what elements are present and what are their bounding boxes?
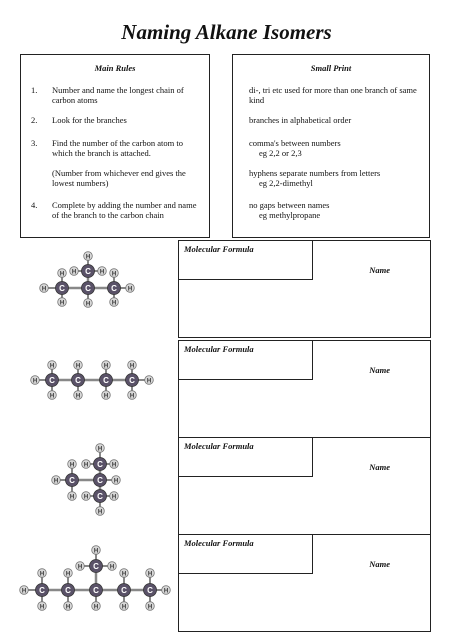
hydrogen-label: H — [32, 378, 38, 385]
answer-box — [178, 534, 431, 632]
molecular-formula-field[interactable] — [179, 438, 313, 477]
carbon-label: C — [97, 459, 103, 469]
carbon-label: C — [49, 375, 55, 385]
hydrogen-label: H — [53, 478, 59, 485]
name-label: Name — [369, 462, 390, 472]
hydrogen-label: H — [93, 548, 99, 555]
hydrogen-label: H — [65, 571, 71, 578]
hydrogen-label: H — [111, 494, 117, 501]
name-label: Name — [369, 365, 390, 375]
hydrogen-label: H — [97, 509, 103, 516]
molecular-formula-field[interactable] — [179, 535, 313, 574]
rule-number: 4. — [31, 200, 38, 210]
carbon-label: C — [69, 475, 75, 485]
carbon-label: C — [97, 491, 103, 501]
molecule-diagram-2 — [26, 358, 160, 402]
hydrogen-label: H — [127, 286, 133, 293]
hydrogen-label: H — [69, 494, 75, 501]
carbon-label: C — [93, 585, 99, 595]
small-print-text: hyphens separate numbers from letters — [249, 168, 381, 178]
hydrogen-label: H — [146, 378, 152, 385]
hydrogen-label: H — [85, 254, 91, 261]
rule-text: Find the number of the carbon atom to which the branch is attached. — [52, 138, 184, 158]
hydrogen-label: H — [111, 271, 117, 278]
small-print-item — [249, 115, 425, 125]
carbon-label: C — [59, 283, 65, 293]
molecular-formula-label: Molecular Formula — [184, 344, 254, 354]
rule-text: Complete by adding the number and name of the branch to the carbon chain — [52, 200, 197, 220]
carbon-label: C — [65, 585, 71, 595]
hydrogen-label: H — [41, 286, 47, 293]
name-label: Name — [369, 265, 390, 275]
answer-box — [178, 340, 431, 438]
molecular-formula-label: Molecular Formula — [184, 441, 254, 451]
small-print-item — [249, 138, 425, 158]
hydrogen-label: H — [97, 446, 103, 453]
molecule-diagram-4 — [16, 540, 176, 612]
small-print-example: eg 2,2-dimethyl — [259, 178, 313, 188]
hydrogen-label: H — [59, 271, 65, 278]
molecular-formula-field[interactable] — [179, 341, 313, 380]
hydrogen-label: H — [109, 564, 115, 571]
carbon-label: C — [75, 375, 81, 385]
carbon-label: C — [111, 283, 117, 293]
rule-text: (Number from whichever end gives the lowest numbers) — [52, 168, 186, 188]
molecule-diagram-1 — [32, 248, 142, 310]
name-label: Name — [369, 559, 390, 569]
rule-number: 1. — [31, 85, 38, 95]
small-print-text: no gaps between names — [249, 200, 330, 210]
page-title: Naming Alkane Isomers — [121, 20, 332, 44]
small-print-text: di-, tri etc used for more than one branch of same kind — [249, 85, 417, 105]
molecular-formula-label: Molecular Formula — [184, 244, 254, 254]
rule-item — [21, 200, 211, 222]
answer-box — [178, 240, 431, 338]
hydrogen-label: H — [93, 604, 99, 611]
hydrogen-label: H — [147, 604, 153, 611]
small-print-example: eg methylpropane — [259, 210, 321, 220]
carbon-label: C — [93, 561, 99, 571]
hydrogen-label: H — [49, 363, 55, 370]
molecular-formula-label: Molecular Formula — [184, 538, 254, 548]
hydrogen-label: H — [75, 363, 81, 370]
hydrogen-label: H — [65, 604, 71, 611]
hydrogen-label: H — [103, 393, 109, 400]
hydrogen-label: H — [121, 571, 127, 578]
hydrogen-label: H — [39, 571, 45, 578]
hydrogen-label: H — [71, 269, 77, 276]
carbon-label: C — [147, 585, 153, 595]
carbon-label: C — [85, 266, 91, 276]
hydrogen-label: H — [163, 588, 169, 595]
small-print-text: comma's between numbers — [249, 138, 341, 148]
hydrogen-label: H — [129, 393, 135, 400]
hydrogen-label: H — [99, 269, 105, 276]
main-rules-box — [20, 54, 210, 238]
small-print-item — [249, 168, 425, 188]
carbon-label: C — [85, 283, 91, 293]
hydrogen-label: H — [111, 300, 117, 307]
hydrogen-label: H — [49, 393, 55, 400]
small-print-text: branches in alphabetical order — [249, 115, 352, 125]
hydrogen-label: H — [59, 300, 65, 307]
molecular-formula-field[interactable] — [179, 241, 313, 280]
molecule-diagram-3 — [44, 440, 124, 518]
hydrogen-label: H — [75, 393, 81, 400]
small-print-item — [249, 200, 425, 220]
hydrogen-label: H — [129, 363, 135, 370]
rule-number: 2. — [31, 115, 38, 125]
hydrogen-label: H — [111, 462, 117, 469]
rule-item — [21, 115, 211, 127]
hydrogen-label: H — [103, 363, 109, 370]
rule-number: 3. — [31, 138, 38, 148]
carbon-label: C — [129, 375, 135, 385]
hydrogen-label: H — [83, 494, 89, 501]
rule-item — [21, 168, 211, 190]
hydrogen-label: H — [113, 478, 119, 485]
hydrogen-label: H — [121, 604, 127, 611]
small-print-example: eg 2,2 or 2,3 — [259, 148, 302, 158]
hydrogen-label: H — [39, 604, 45, 611]
rule-item — [21, 85, 211, 107]
small-print-item — [249, 85, 425, 105]
hydrogen-label: H — [77, 564, 83, 571]
hydrogen-label: H — [21, 588, 27, 595]
carbon-label: C — [97, 475, 103, 485]
carbon-label: C — [39, 585, 45, 595]
rule-item — [21, 138, 211, 160]
main-rules-heading: Main Rules — [94, 63, 136, 73]
hydrogen-label: H — [147, 571, 153, 578]
small-print-box — [232, 54, 430, 238]
carbon-label: C — [103, 375, 109, 385]
carbon-label: C — [121, 585, 127, 595]
hydrogen-label: H — [85, 301, 91, 308]
answer-box — [178, 437, 431, 535]
small-print-heading: Small Print — [310, 63, 352, 73]
rule-text: Look for the branches — [52, 115, 127, 125]
hydrogen-label: H — [69, 462, 75, 469]
hydrogen-label: H — [83, 462, 89, 469]
rule-text: Number and name the longest chain of carbon atoms — [52, 85, 184, 105]
